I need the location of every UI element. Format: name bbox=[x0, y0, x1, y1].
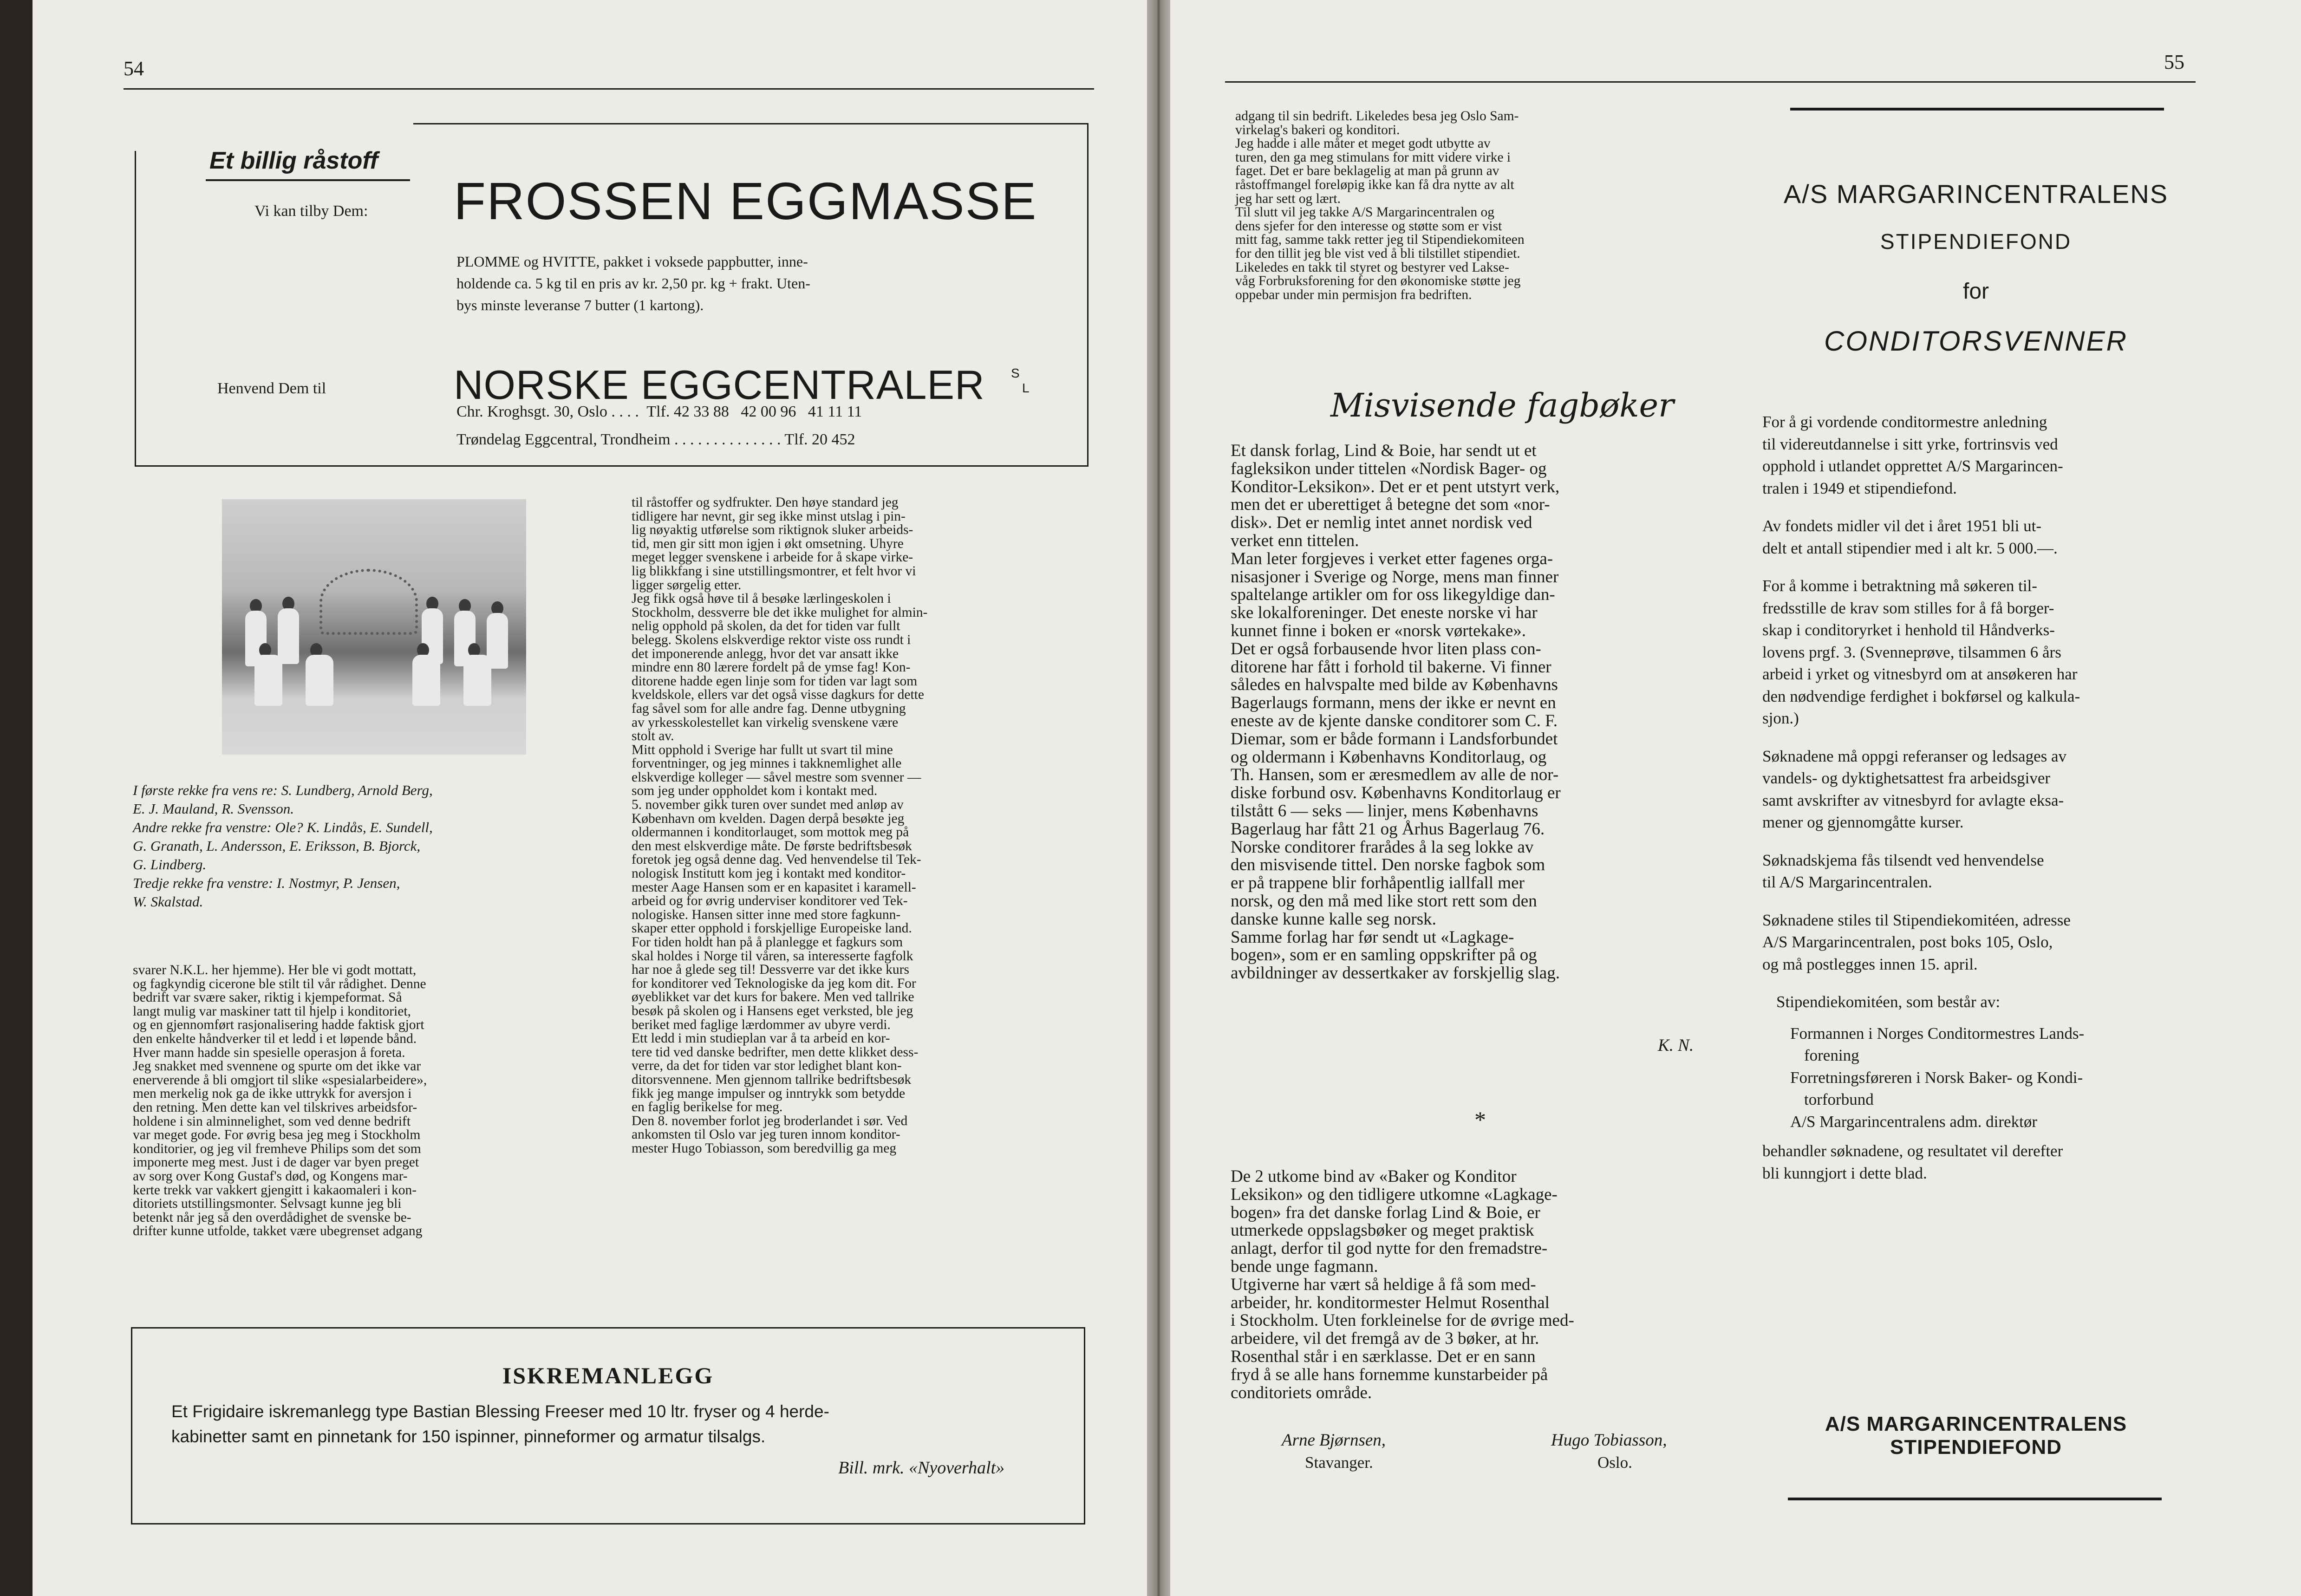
text-line: konditorier, og jeg vil fremheve Philips som det som bbox=[133, 1141, 421, 1156]
text-line: som jeg under oppholdet kom i kontakt med. bbox=[632, 783, 878, 799]
text-line: fikk jeg mange impulser og inntrykk som betydde bbox=[632, 1086, 906, 1101]
text-line: verre, da det for tiden var stor ledighet blant kon- bbox=[632, 1058, 902, 1074]
text-line: ske lokalforeninger. Det eneste norske vi har bbox=[1231, 603, 1538, 623]
text-line: kveldskole, ellers var det også visse dagkurs for dette bbox=[632, 687, 924, 703]
text-line: Stockholm, dessverre ble det ikke mulighet for almin- bbox=[632, 605, 928, 620]
text-line: er på trappene blir forhåpentlig iallfall mer bbox=[1231, 873, 1525, 893]
text-line: for den tillit jeg ble vist ved å bli tilstillet stipendiet. bbox=[1235, 246, 1520, 261]
text-line: turen, den ga meg stimulans for mitt videre virke i bbox=[1235, 150, 1511, 165]
text-line: samt avskrifter av vitnesbyrd for avlagte eksa- bbox=[1762, 791, 2064, 809]
text-line: foretok jeg også denne dag. Ved henvendelse til Tek- bbox=[632, 852, 921, 867]
text-line: tilstått 6 — seks — linjer, mens Københavns bbox=[1231, 801, 1538, 821]
committee-line: forening bbox=[1804, 1046, 1859, 1064]
text-line: arbeidere, vil det fremgå av de 3 bøker, at hr. bbox=[1231, 1329, 1539, 1348]
text-line: svarer N.K.L. her hjemme). Her ble vi godt mottatt, bbox=[133, 963, 417, 977]
text-line: 5. november gikk turen over sundet med anløp av bbox=[632, 797, 904, 813]
text-line: til råstoffer og sydfrukter. Den høye standard jeg bbox=[632, 495, 899, 510]
text-line: Jeg snakket med svennene og spurte om det ikke var bbox=[133, 1059, 421, 1074]
text-line: Konditor-Leksikon». Det er et pent utstyrt verk, bbox=[1231, 477, 1560, 496]
text-line: danske kunne kalle seg norsk. bbox=[1231, 909, 1436, 929]
text-line: arbeid og for øvrig underviser konditorer ved Tek- bbox=[632, 893, 908, 909]
committee-line: torforbund bbox=[1804, 1090, 1874, 1108]
text-line: bogen», som er en samling oppskrifter på og bbox=[1231, 945, 1537, 965]
text-line: arbeider, hr. konditormester Helmut Rosenthal bbox=[1231, 1293, 1550, 1312]
text-line: Jeg fikk også høve til å besøke lærlingeskolen i bbox=[632, 591, 891, 606]
text-line: Mitt opphold i Sverige har fullt ut svart til mine bbox=[632, 742, 893, 757]
text-line: den misvisende tittel. Den norske fagbok som bbox=[1231, 855, 1545, 875]
text-line: til A/S Margarincentralen. bbox=[1762, 873, 1932, 891]
section-heading: Misvisende fagbøker bbox=[1330, 386, 1674, 424]
text-line: For å gi vordende conditormestre anledning bbox=[1762, 413, 2047, 431]
right-page bbox=[1170, 0, 2301, 1596]
text-line: Diemar, som er både formann i Landsforbundet bbox=[1231, 729, 1558, 749]
text-line: skaper etter opphold i forskjellige Europeiske land. bbox=[632, 921, 912, 936]
text-line: Jeg hadde i alle måter et meget godt utbytte av bbox=[1235, 136, 1491, 151]
ad-bottom-rule bbox=[1788, 1498, 2162, 1500]
text-line: bogen» fra det danske forlag Lind & Boie, er bbox=[1231, 1203, 1540, 1222]
text-line: nelig opphold på skolen, da det for tiden var fullt bbox=[632, 619, 900, 634]
text-line: og oldermann i Københavns Konditorlaug, og bbox=[1231, 747, 1547, 767]
signature-name: Hugo Tobiasson, bbox=[1551, 1431, 1667, 1450]
text-line: fredsstille de krav som stilles for å få borger- bbox=[1762, 599, 2054, 617]
ad-footer: A/S MARGARINCENTRALENS STIPENDIEFOND bbox=[1825, 1413, 2127, 1459]
photo-caption bbox=[133, 781, 537, 911]
left-page bbox=[33, 0, 1147, 1596]
text-line: A/S Margarincentralen, post boks 105, Oslo, bbox=[1762, 933, 2053, 951]
ad-line-1: Et Frigidaire iskremanlegg type Bastian Blessing Freeser med 10 ltr. fryser og 4 herde- bbox=[171, 1402, 829, 1421]
text-line: holdene i sin alminnelighet, som ved denne bedrift bbox=[133, 1114, 411, 1129]
ad-top-rule bbox=[1790, 108, 2164, 111]
caption-line: W. Skalstad. bbox=[133, 893, 203, 910]
text-line: mitt fag, samme takk retter jeg til Stipendiekomiteen bbox=[1235, 232, 1525, 248]
text-line: ditorsvennene. Men gjennom tallrike bedriftsbesøk bbox=[632, 1072, 912, 1087]
text-line: eneste av de kjente danske conditorer som C. F. bbox=[1231, 711, 1558, 730]
text-line: Norske conditorer frarådes å la seg lokke av bbox=[1231, 837, 1534, 857]
text-line: og fagkyndig cicerone ble stilt til vår rådighet. Denne bbox=[133, 976, 426, 991]
committee-line: Formannen i Norges Conditormestres Lands- bbox=[1790, 1024, 2085, 1042]
text-line: fag såvel som for alle andre fag. Denne utbygning bbox=[632, 701, 906, 716]
text-line: oldermannen i konditorlauget, som mottok meg på bbox=[632, 825, 909, 840]
text-line: bedrift var svære saker, riktig i kjempeformat. Så bbox=[133, 990, 402, 1005]
text-line: spaltelange artikler om for oss likegyldige dan- bbox=[1231, 585, 1555, 605]
text-line: virkelag's bakeri og konditori. bbox=[1235, 122, 1400, 137]
ad-title-3: for bbox=[1962, 279, 1989, 304]
text-line: fagleksikon under tittelen «Nordisk Bager- og bbox=[1231, 459, 1547, 478]
text-line: København om kvelden. Dagen derpå besøkte jeg bbox=[632, 811, 905, 826]
text-line: Leksikon» og den tidligere utkomne «Lagkage- bbox=[1231, 1185, 1558, 1204]
text-line: betenkt når jeg så den overdådighet de svenske be- bbox=[133, 1210, 411, 1225]
text-line: har noe å glede seg til! Dessverre var det ikke kurs bbox=[632, 962, 909, 977]
text-line: ligger sørgelig etter. bbox=[632, 577, 742, 593]
ad-signature: Bill. mrk. «Nyoverhalt» bbox=[838, 1458, 1005, 1478]
section-leksikon bbox=[1231, 1168, 1732, 1402]
text-line: For tiden holdt han på å planlegge et fagkurs som bbox=[632, 935, 903, 950]
text-line: Søknadene må oppgi referanser og ledsages av bbox=[1762, 747, 2067, 765]
group-photo bbox=[222, 499, 526, 755]
description-line: holdende ca. 5 kg til en pris av kr. 2,50 pr. kg + frakt. Uten- bbox=[456, 275, 810, 292]
text-line: beriket med faglige lærdommer av ubyre verdi. bbox=[632, 1017, 891, 1032]
text-line: i Stockholm. Uten forkleinelse for de øvrige med- bbox=[1231, 1311, 1574, 1330]
text-line: arbeid i yrket og vitnesbyrd om at ansøkeren har bbox=[1762, 665, 2078, 683]
offer-label: Vi kan tilby Dem: bbox=[254, 202, 368, 220]
page-number: 55 bbox=[2164, 51, 2184, 73]
text-line: elskverdige kolleger — såvel mestre som svenner — bbox=[632, 769, 921, 785]
text-line: Det er også forbausende hvor liten plass con- bbox=[1231, 639, 1541, 658]
text-line: av yrkesskolestellet kan virkelig svenskene være bbox=[632, 715, 899, 730]
caption-line: G. Granath, L. Andersson, E. Eriksson, B. Bjorck, bbox=[133, 838, 421, 854]
committee-line: A/S Margarincentralens adm. direktør bbox=[1790, 1112, 2037, 1131]
text-line: en faglig berikelse for meg. bbox=[632, 1100, 783, 1115]
text-line: Bagerlaug har fått 21 og Århus Bagerlaug 76. bbox=[1231, 819, 1545, 839]
ad-iskremanlegg bbox=[131, 1327, 1085, 1524]
text-line: mester Aage Hansen som er en kapasitet i karamell- bbox=[632, 879, 916, 895]
text-line: Bagerlaugs formann, mens der ikke er nevnt en bbox=[1231, 693, 1556, 713]
text-line: men merkelig nok ga de ikke uttrykk for aversjon i bbox=[133, 1086, 412, 1101]
ad-title-4: CONDITORSVENNER bbox=[1824, 326, 2128, 357]
ad-slogan: Et billig råstoff bbox=[209, 147, 378, 174]
text-line: tere tid ved danske bedrifter, men dette klikket dess- bbox=[632, 1044, 919, 1060]
committee-line: Forretningsføreren i Norsk Baker- og Kondi- bbox=[1790, 1068, 2083, 1087]
ad-body bbox=[1762, 411, 2190, 1184]
text-line: kerte trekk var vakkert gjengitt i kakaomaleri i kon- bbox=[133, 1182, 417, 1198]
text-line: til videreutdannelse i sitt yrke, fortrinsvis ved bbox=[1762, 435, 2058, 453]
caption-line: E. J. Mauland, R. Svensson. bbox=[133, 801, 294, 817]
text-line: norsk, og den må med like stort rett som den bbox=[1231, 891, 1537, 911]
text-line: disk». Det er nemlig intet annet nordisk ved bbox=[1231, 513, 1532, 533]
ad-title: ISKREMANLEGG bbox=[502, 1362, 714, 1388]
ad-line-2: kabinetter samt en pinnetank for 150 ispinner, pinneformer og armatur tilsalgs. bbox=[171, 1427, 766, 1446]
text-line: den mest elskverdige måte. De første bedriftsbesøk bbox=[632, 838, 912, 853]
text-line: den enkelte håndverker til et ledd i et løpende bånd. bbox=[133, 1031, 417, 1046]
text-line: drifter kunne utfolde, takket være ubegrenset adgang bbox=[133, 1224, 423, 1239]
text-line: den retning. Men dette kan vel tilskrives arbeidsfor- bbox=[133, 1100, 417, 1115]
signature-place: Oslo. bbox=[1597, 1453, 1632, 1472]
text-line: imponerte meg mest. Just i de dager var byen preget bbox=[133, 1155, 419, 1170]
text-line: faget. Det er bare beklagelig at man på grunn av bbox=[1235, 163, 1499, 179]
text-line: skal holdes i Norge til våren, sa interesserte fagfolk bbox=[632, 948, 913, 964]
text-line: var meget gode. For øvrig besa jeg meg i Stockholm bbox=[133, 1127, 421, 1143]
text-line: kunnet finne i boken er «norsk vørtekake». bbox=[1231, 621, 1526, 640]
text-line: ditoriets utstillingsmonter. Selvsagt kunne jeg bli bbox=[133, 1196, 402, 1212]
text-line: mener og gjennomgåtte kurser. bbox=[1762, 813, 1964, 831]
text-line: nologiske. Hansen sitter inne med store fagkunn- bbox=[632, 907, 901, 922]
caption-line: Tredje rekke fra venstre: I. Nostmyr, P. Jensen, bbox=[133, 875, 400, 891]
ad-title-2: STIPENDIEFOND bbox=[1880, 229, 2072, 254]
text-line: dens sjefer for den interesse og støtte som er vist bbox=[1235, 218, 1502, 234]
header-rule bbox=[124, 88, 1094, 90]
slogan-underline bbox=[206, 179, 410, 181]
text-line: fryd å se alle hans fornemme kunstarbeider på bbox=[1231, 1365, 1548, 1384]
text-line: Søknadene stiles til Stipendiekomitéen, adresse bbox=[1762, 911, 2071, 929]
text-line: Utgiverne har vært så heldige å få som med- bbox=[1231, 1275, 1536, 1294]
text-line: Ett ledd i min studieplan var å ta arbeid en kor- bbox=[632, 1031, 890, 1046]
text-line: adgang til sin bedrift. Likeledes besa jeg Oslo Sam- bbox=[1235, 109, 1519, 124]
text-line: våg Forbruksforening for den økonomiske støtte jeg bbox=[1235, 274, 1521, 289]
text-line: besøk på skolen og i Hansens eget verksted, ble jeg bbox=[632, 1003, 913, 1018]
text-line: tidligere har nevnt, gir seg ikke minst utslag i pin- bbox=[632, 508, 906, 524]
ad-frossen-eggmasse bbox=[135, 123, 1089, 467]
text-line: øyeblikket var det kurs for bakere. Men ved tallrike bbox=[632, 990, 914, 1005]
company-suffix-top: S bbox=[1011, 366, 1020, 380]
text-line: tid, men gir sitt mon igjen i økt omsetning. Uhyre bbox=[632, 536, 904, 551]
text-line: conditoriets område. bbox=[1231, 1383, 1372, 1402]
article-column-2 bbox=[632, 496, 1082, 1156]
text-line: ankomsten til Oslo var jeg turen innom konditor- bbox=[632, 1127, 900, 1142]
text-line: ditorene har fått i forhold til bakerne. Vi finner bbox=[1231, 657, 1551, 677]
text-line: belegg. Skolens elskverdige rektor viste oss rundt i bbox=[632, 632, 911, 647]
text-line: lovens prgf. 3. (Svenneprøve, tilsammen 6 års bbox=[1762, 643, 2061, 661]
section-misvisende bbox=[1231, 442, 1732, 983]
text-line: råstoffmangel foreløpig ikke kan få dra nytte av alt bbox=[1235, 177, 1514, 192]
caption-line: Andre rekke fra venstre: Ole? K. Lindås, E. Sundell, bbox=[133, 819, 433, 835]
caption-line: G. Lindberg. bbox=[133, 856, 207, 873]
text-line: skap i conditoryrket i henhold til Håndverks- bbox=[1762, 621, 2055, 639]
text-line: Et dansk forlag, Lind & Boie, har sendt ut et bbox=[1231, 441, 1537, 460]
text-line: Rosenthal står i en særklasse. Det er en sann bbox=[1231, 1347, 1536, 1366]
text-line: langt mulig var maskiner tatt til hjelp i konditoriet, bbox=[133, 1003, 411, 1019]
contact-label: Henvend Dem til bbox=[217, 380, 326, 397]
section-separator: * bbox=[1474, 1107, 1486, 1133]
text-line: enerverende å bli omgjort til slike «spesialarbeidere», bbox=[133, 1072, 427, 1088]
text-line: for konditorer ved Teknologiske da jeg kom dit. For bbox=[632, 976, 916, 991]
article-column-1 bbox=[133, 964, 537, 1238]
text-line: den nødvendige ferdighet i bokførsel og kalkula- bbox=[1762, 687, 2080, 705]
text-line: mester Hugo Tobiasson, som beredvillig ga meg bbox=[632, 1140, 897, 1156]
text-line: Th. Hansen, som er æresmedlem av alle de nor- bbox=[1231, 765, 1559, 785]
text-line: sjon.) bbox=[1762, 709, 1799, 727]
text-line: av sorg over Kong Gustaf's død, og Kongens mar- bbox=[133, 1168, 408, 1184]
text-line: opphold i utlandet opprettet A/S Margarincen- bbox=[1762, 457, 2063, 475]
product-name: FROSSEN EGGMASSE bbox=[454, 172, 1037, 230]
text-line: jeg har sett og lært. bbox=[1235, 191, 1341, 206]
text-line: nologisk Institutt kom jeg i kontakt med konditor- bbox=[632, 866, 906, 881]
page-number: 54 bbox=[124, 57, 144, 80]
text-line: vandels- og dyktighetsattest fra arbeidsgiver bbox=[1762, 769, 2051, 787]
committee-intro: Stipendiekomitéen, som består av: bbox=[1776, 993, 2001, 1011]
text-line: For å komme i betraktning må søkeren til- bbox=[1762, 577, 2037, 595]
text-line: Hver mann hadde sin spesielle operasjon å foreta. bbox=[133, 1045, 405, 1060]
header-rule bbox=[1225, 81, 2196, 83]
product-description bbox=[456, 251, 1056, 316]
text-line: stolt av. bbox=[632, 729, 674, 744]
description-line: PLOMME og HVITTE, pakket i voksede pappbutter, inne- bbox=[456, 253, 808, 270]
text-line: det imponerende anlegg, hvor det var ansatt ikke bbox=[632, 646, 899, 661]
text-line: oppebar under min permisjon fra bedriften. bbox=[1235, 287, 1472, 302]
article-continuation bbox=[1235, 110, 1727, 302]
text-line: bli kunngjort i dette blad. bbox=[1762, 1164, 1927, 1182]
trophy-display bbox=[319, 569, 418, 635]
text-line: Av fondets midler vil det i året 1951 bli ut- bbox=[1762, 517, 2042, 535]
text-line: Den 8. november forlot jeg broderlandet i sør. Ved bbox=[632, 1113, 908, 1128]
text-line: ditorene hadde egen linje som for tiden var lagt som bbox=[632, 673, 918, 689]
section-signoff: K. N. bbox=[1658, 1036, 1694, 1055]
company-suffix-bottom: L bbox=[1022, 381, 1030, 395]
text-line: anlagt, derfor til god nytte for den fremadstre- bbox=[1231, 1239, 1548, 1258]
text-line: De 2 utkome bind av «Baker og Konditor bbox=[1231, 1167, 1517, 1186]
text-line: meget legger svenskene i arbeide for å skape virke- bbox=[632, 550, 913, 565]
text-line: men det er uberettiget å betegne det som «nor- bbox=[1231, 495, 1550, 515]
text-line: således en halvspalte med bilde av Københavns bbox=[1231, 675, 1558, 695]
company-address: Chr. Kroghsgt. 30, Oslo . . . . Tlf. 42 33 88 42 00 96 41 11 11 bbox=[456, 403, 862, 420]
description-line: bys minste leveranse 7 butter (1 kartong). bbox=[456, 297, 704, 313]
text-line: Man leter forgjeves i verket etter fagenes orga- bbox=[1231, 549, 1553, 568]
text-line: Samme forlag har før sendt ut «Lagkage- bbox=[1231, 927, 1514, 947]
text-line: nisasjoner i Sverige og Norge, mens man finner bbox=[1231, 567, 1559, 586]
text-line: utmerkede oppslagsbøker og meget praktisk bbox=[1231, 1221, 1534, 1240]
text-line: delt et antall stipendier med i alt kr. 5 000.—. bbox=[1762, 539, 2058, 557]
text-line: lig nøyaktig utførelse som riktignok sluker arbeids- bbox=[632, 522, 913, 538]
text-line: diske forbund osv. Københavns Konditorlaug er bbox=[1231, 783, 1561, 803]
text-line: og må postlegges innen 15. april. bbox=[1762, 955, 1978, 973]
signature-place: Stavanger. bbox=[1305, 1453, 1373, 1472]
caption-line: I første rekke fra vens re: S. Lundberg, Arnold Berg, bbox=[133, 782, 433, 798]
company-name: NORSKE EGGCENTRALER bbox=[454, 362, 985, 408]
text-line: Likeledes en takk til styret og bestyrer ved Lakse- bbox=[1235, 260, 1509, 275]
text-line: lig blikkfang i sine utstillingsmontrer, et felt hvor vi bbox=[632, 563, 916, 579]
text-line: Søknadskjema fås tilsendt ved henvendelse bbox=[1762, 851, 2044, 869]
text-line: behandler søknadene, og resultatet vil derefter bbox=[1762, 1142, 2063, 1160]
text-line: bende unge fagmann. bbox=[1231, 1257, 1378, 1276]
text-line: avbildninger av dessertkaker av forskjellig slag. bbox=[1231, 964, 1560, 983]
text-line: og en gjennomført rasjonalisering hadde faktisk gjort bbox=[133, 1017, 424, 1033]
signature-name: Arne Bjørnsen, bbox=[1282, 1431, 1386, 1450]
text-line: tralen i 1949 et stipendiefond. bbox=[1762, 479, 1957, 497]
text-line: mindre enn 80 lærere fordelt på de ymse fag! Kon- bbox=[632, 660, 911, 675]
text-line: verket enn tittelen. bbox=[1231, 531, 1359, 550]
ad-title-1: A/S MARGARINCENTRALENS bbox=[1783, 179, 2169, 208]
branch-address: Trøndelag Eggcentral, Trondheim . . . . . . . . . . . . . . Tlf. 20 452 bbox=[456, 431, 855, 448]
text-line: Til slutt vil jeg takke A/S Margarincentralen og bbox=[1235, 205, 1494, 220]
text-line: forventninger, og jeg minnes i takknemlighet alle bbox=[632, 756, 902, 771]
